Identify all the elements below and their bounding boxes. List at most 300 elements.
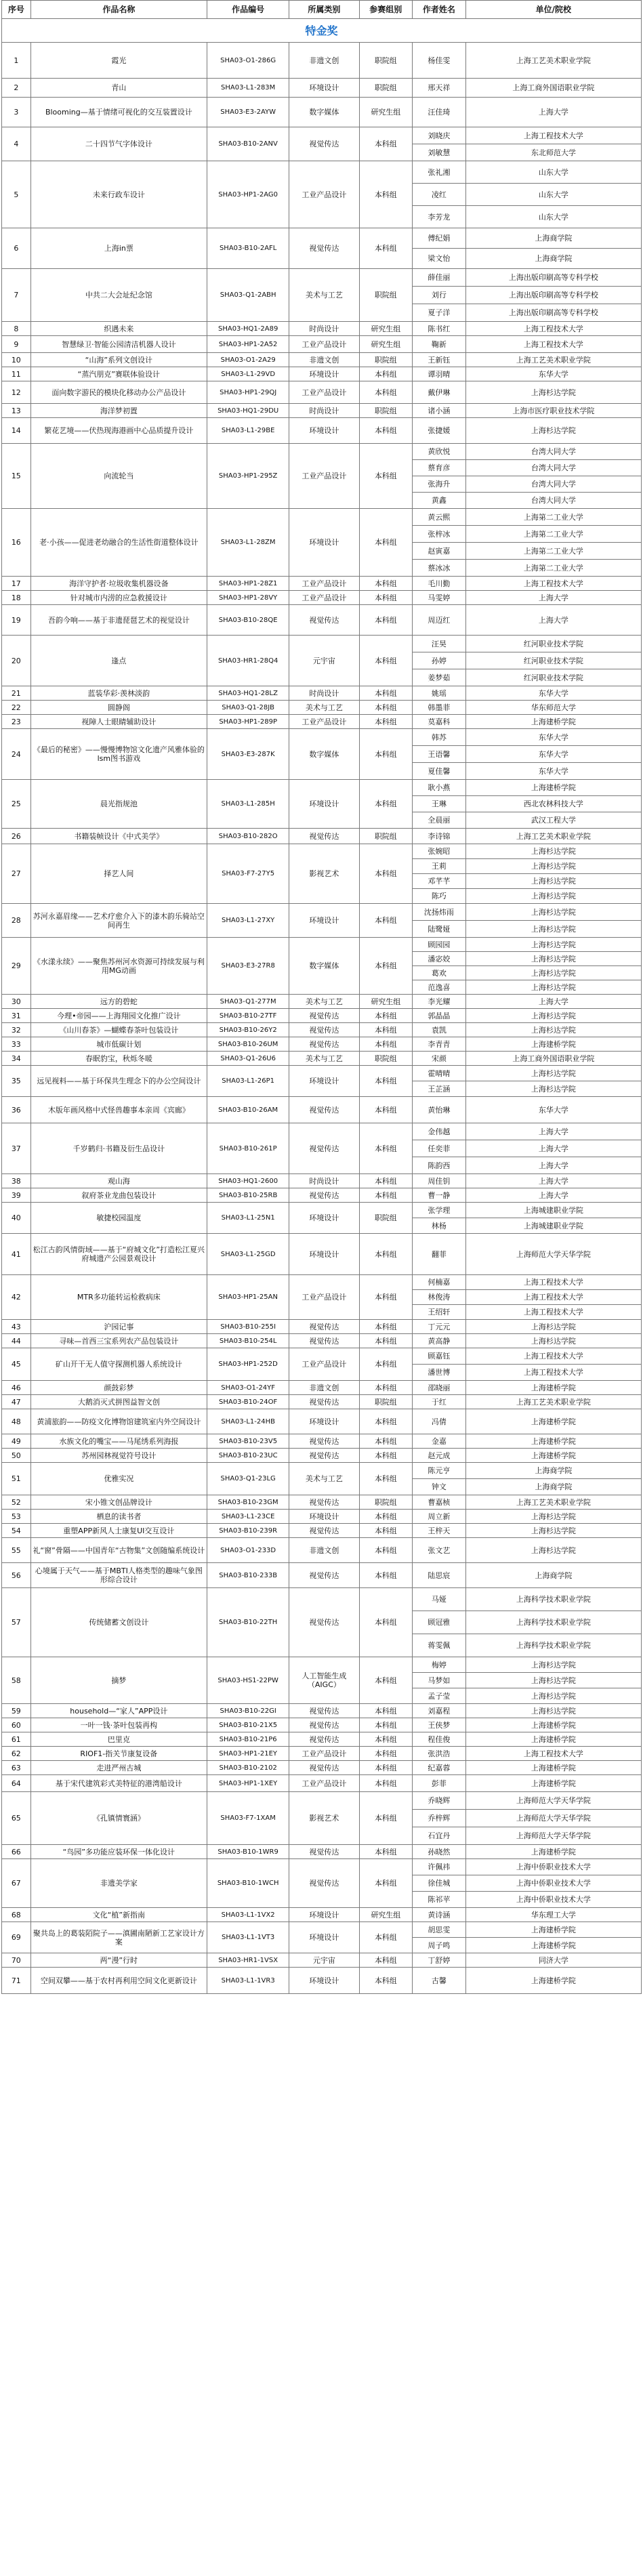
work-name-cell: 礼“窗”骨隔——中国青年“古物集”文创随编系统设计 [30, 1538, 207, 1563]
work-name-cell: 大鹅消灭式拼图益智文创 [30, 1395, 207, 1409]
author-cell: 范逸喜 [413, 980, 466, 995]
table-row [2, 367, 642, 381]
table-row [2, 1761, 642, 1775]
school-cell: 上海大学 [465, 1123, 641, 1140]
school-cell: 上海师范大学天华学院 [465, 1810, 641, 1827]
group-cell: 本科组 [359, 127, 413, 161]
work-name-cell: 叙府茶业龙曲包装设计 [30, 1188, 207, 1203]
table-row [2, 1097, 642, 1123]
work-name-cell: 城市低碳计划 [30, 1037, 207, 1052]
work-name-cell: “鸟园”多功能应装环保一体化设计 [30, 1845, 207, 1859]
school-cell: 上海杉达学院 [465, 844, 641, 859]
table-row [2, 1495, 642, 1510]
group-cell: 本科组 [359, 418, 413, 444]
author-cell: 纪嘉蓉 [413, 1761, 466, 1775]
work-code-cell: SHA03-L1-285H [207, 780, 289, 829]
work-code-cell: SHA03-L1-29BE [207, 418, 289, 444]
group-cell: 本科组 [359, 1434, 413, 1449]
author-cell: 黄高静 [413, 1334, 466, 1348]
work-code-cell: SHA03-B10-21P6 [207, 1732, 289, 1747]
group-cell: 本科组 [359, 844, 413, 904]
school-cell: 上海杉达学院 [465, 1524, 641, 1538]
school-cell: 上海工程技术大学 [465, 1275, 641, 1290]
category-cell: 视觉传达 [289, 1097, 359, 1123]
work-name-cell: 宋小锥文创品牌设计 [30, 1495, 207, 1510]
school-cell: 上海城建职业学院 [465, 1218, 641, 1234]
seq-cell: 28 [2, 904, 31, 938]
category-cell: 环境设计 [289, 509, 359, 577]
work-name-cell: 颜鼓彩梦 [30, 1381, 207, 1395]
category-cell: 非遗文创 [289, 1381, 359, 1395]
school-cell: 东华大学 [465, 729, 641, 746]
work-code-cell: SHA03-B10-2ANV [207, 127, 289, 161]
author-cell: 任奕菲 [413, 1140, 466, 1157]
author-cell: 梅婷 [413, 1657, 466, 1673]
school-cell: 上海第二工业大学 [465, 526, 641, 543]
work-name-cell: household—“家人”APP设计 [30, 1704, 207, 1718]
work-code-cell: SHA03-L1-24HB [207, 1409, 289, 1434]
school-cell: 上海师范大学天华学院 [465, 1792, 641, 1810]
category-cell: 视觉传达 [289, 1009, 359, 1023]
group-cell: 职院组 [359, 353, 413, 367]
school-cell: 上海建桥学院 [465, 1968, 641, 1994]
work-code-cell: SHA03-Q1-26U6 [207, 1052, 289, 1066]
school-cell: 上海科学技术职业学院 [465, 1634, 641, 1657]
school-cell: 上海科学技术职业学院 [465, 1588, 641, 1611]
school-cell: 上海大学 [465, 1157, 641, 1174]
author-cell: 张礼湘 [413, 161, 466, 184]
work-name-cell: 面向数字游民的模块化移动办公产品设计 [30, 381, 207, 404]
school-cell: 武汉工程大学 [465, 812, 641, 829]
author-cell: 邓芊芊 [413, 874, 466, 889]
school-cell: 上海中侨职业技术大学 [465, 1859, 641, 1875]
work-name-cell: 智慧绿卫·智能公园清洁机器人设计 [30, 336, 207, 353]
work-name-cell: 繁花艺境——伏热现海港画中心品质提升设计 [30, 418, 207, 444]
author-cell: 沈扬炜雨 [413, 904, 466, 921]
group-cell: 本科组 [359, 686, 413, 701]
work-code-cell: SHA03-O1-2A29 [207, 353, 289, 367]
seq-cell: 19 [2, 605, 31, 636]
table-row [2, 1275, 642, 1290]
table-row [2, 1348, 642, 1365]
school-cell: 上海杉达学院 [465, 889, 641, 904]
work-name-cell: Blooming—基于情绪可视化的交互装置设计 [30, 98, 207, 127]
table-row [2, 418, 642, 444]
work-name-cell: 寻味—首西三宝系列农产品包装设计 [30, 1334, 207, 1348]
work-name-cell: 水族文化的嘴宝——马尾绣系列海报 [30, 1434, 207, 1449]
work-code-cell: SHA03-B10-261P [207, 1123, 289, 1174]
author-cell: 彭菲 [413, 1775, 466, 1792]
school-cell: 上海商学院 [465, 249, 641, 269]
work-code-cell: SHA03-HP1-29QJ [207, 381, 289, 404]
work-name-cell: 走进严州古城 [30, 1761, 207, 1775]
seq-cell: 4 [2, 127, 31, 161]
author-cell: 杨佳雯 [413, 43, 466, 79]
work-name-cell: 沪园记事 [30, 1320, 207, 1334]
category-cell: 工业产品设计 [289, 444, 359, 509]
category-cell: 影视艺术 [289, 1792, 359, 1845]
author-cell: 林杨 [413, 1218, 466, 1234]
author-cell: 孙婷 [413, 652, 466, 669]
group-cell: 本科组 [359, 1463, 413, 1495]
award-table [1, 0, 642, 1994]
table-row [2, 1845, 642, 1859]
school-cell: 上海杉达学院 [465, 418, 641, 444]
author-cell: 金伟越 [413, 1123, 466, 1140]
author-cell: 张海升 [413, 476, 466, 493]
author-cell: 林俊涛 [413, 1290, 466, 1305]
seq-cell: 22 [2, 701, 31, 715]
work-name-cell: 黄浦旅韵——防疫文化博物馆建筑室内外空间设计 [30, 1409, 207, 1434]
work-code-cell: SHA03-HP1-25AN [207, 1275, 289, 1320]
school-cell: 上海工程技术大学 [465, 336, 641, 353]
work-code-cell: SHA03-L1-283M [207, 79, 289, 98]
school-cell: 上海工程技术大学 [465, 1305, 641, 1320]
school-cell: 上海杉达学院 [465, 874, 641, 889]
school-cell: 上海出版印刷高等专科学校 [465, 287, 641, 304]
seq-cell: 15 [2, 444, 31, 509]
work-name-cell: 非遗美学家 [30, 1859, 207, 1908]
author-cell: 黄鑫 [413, 493, 466, 509]
category-cell: 视觉传达 [289, 829, 359, 844]
work-name-cell: 圆静阁 [30, 701, 207, 715]
group-cell: 本科组 [359, 729, 413, 780]
school-cell: 东华大学 [465, 686, 641, 701]
table-row [2, 1538, 642, 1563]
seq-cell: 25 [2, 780, 31, 829]
author-cell: 王侠梦 [413, 1718, 466, 1732]
category-cell: 视觉传达 [289, 1588, 359, 1657]
category-cell: 工业产品设计 [289, 336, 359, 353]
table-row [2, 1052, 642, 1066]
author-cell: 全晨丽 [413, 812, 466, 829]
table-row [2, 1234, 642, 1275]
seq-cell: 39 [2, 1188, 31, 1203]
school-cell: 上海建桥学院 [465, 1381, 641, 1395]
table-row [2, 228, 642, 249]
category-cell: 美术与工艺 [289, 1463, 359, 1495]
work-name-cell: 聚共岛上的葛装陌院子——滇圃南陋新工艺家设计方案 [30, 1922, 207, 1953]
work-name-cell: 书籍装帧设计《中式美学》 [30, 829, 207, 844]
category-cell: 视觉传达 [289, 1495, 359, 1510]
school-cell: 上海杉达学院 [465, 966, 641, 980]
table-row [2, 829, 642, 844]
work-code-cell: SHA03-L1-29VD [207, 367, 289, 381]
school-cell: 上海杉达学院 [465, 1510, 641, 1524]
work-name-cell: 蓝装华彩·羡林淡韵 [30, 686, 207, 701]
school-cell: 上海建桥学院 [465, 1761, 641, 1775]
group-cell: 本科组 [359, 1123, 413, 1174]
work-name-cell: 重塑APP新风人士康复UI交互设计 [30, 1524, 207, 1538]
group-cell: 职院组 [359, 43, 413, 79]
group-cell: 本科组 [359, 381, 413, 404]
group-cell: 本科组 [359, 1859, 413, 1908]
work-code-cell: SHA03-B10-22TH [207, 1588, 289, 1657]
group-cell: 本科组 [359, 1348, 413, 1381]
category-cell: 视觉传达 [289, 1434, 359, 1449]
author-cell: 张学理 [413, 1203, 466, 1218]
school-cell: 上海杉达学院 [465, 952, 641, 966]
seq-cell: 38 [2, 1174, 31, 1188]
category-cell: 视觉传达 [289, 1845, 359, 1859]
group-cell: 本科组 [359, 1845, 413, 1859]
work-code-cell: SHA03-HP1-289P [207, 715, 289, 729]
category-cell: 元宇宙 [289, 636, 359, 686]
work-code-cell: SHA03-HQ1-2A89 [207, 322, 289, 336]
work-code-cell: SHA03-B10-23UC [207, 1449, 289, 1463]
seq-cell: 46 [2, 1381, 31, 1395]
seq-cell: 57 [2, 1588, 31, 1657]
school-cell: 上海杉达学院 [465, 859, 641, 874]
school-cell: 上海城建职业学院 [465, 1203, 641, 1218]
seq-cell: 1 [2, 43, 31, 79]
table-header [2, 1, 642, 19]
school-cell: 上海建桥学院 [465, 1037, 641, 1052]
seq-cell: 61 [2, 1732, 31, 1747]
author-cell: 张洪浩 [413, 1747, 466, 1761]
work-code-cell: SHA03-HS1-22PW [207, 1657, 289, 1704]
work-code-cell: SHA03-L1-25GD [207, 1234, 289, 1275]
table-row [2, 1123, 642, 1140]
author-cell: 王绍轩 [413, 1305, 466, 1320]
work-name-cell: 传统储蓄文创设计 [30, 1588, 207, 1657]
seq-cell: 41 [2, 1234, 31, 1275]
school-cell: 华东理工大学 [465, 1908, 641, 1922]
author-cell: 周立新 [413, 1510, 466, 1524]
school-cell: 上海市医疗职业技术学院 [465, 404, 641, 418]
author-cell: 于红 [413, 1395, 466, 1409]
work-code-cell: SHA03-HP1-2AG0 [207, 161, 289, 228]
table-row [2, 1704, 642, 1718]
section-row [2, 19, 642, 43]
work-code-cell: SHA03-L1-1VT3 [207, 1922, 289, 1953]
work-code-cell: SHA03-HR1-28Q4 [207, 636, 289, 686]
seq-cell: 30 [2, 995, 31, 1009]
author-cell: 李光耀 [413, 995, 466, 1009]
school-cell: 红河职业技术学院 [465, 669, 641, 686]
category-cell: 工业产品设计 [289, 1775, 359, 1792]
category-cell: 环境设计 [289, 1066, 359, 1097]
author-cell: 王芷涵 [413, 1081, 466, 1097]
work-code-cell: SHA03-HP1-295Z [207, 444, 289, 509]
group-cell: 本科组 [359, 1023, 413, 1037]
group-cell: 本科组 [359, 591, 413, 605]
author-cell: 胡思雯 [413, 1922, 466, 1938]
seq-cell: 54 [2, 1524, 31, 1538]
author-cell: 古馨 [413, 1968, 466, 1994]
author-cell: 张婉昭 [413, 844, 466, 859]
work-code-cell: SHA03-Q1-23LG [207, 1463, 289, 1495]
group-cell: 职院组 [359, 829, 413, 844]
work-name-cell: 未来行政车设计 [30, 161, 207, 228]
work-name-cell: RIOF1-指关节康复设备 [30, 1747, 207, 1761]
group-cell: 职院组 [359, 79, 413, 98]
seq-cell: 3 [2, 98, 31, 127]
school-cell: 东北师范大学 [465, 144, 641, 161]
group-cell: 本科组 [359, 1510, 413, 1524]
work-code-cell: SHA03-B10-282O [207, 829, 289, 844]
author-cell: 汪昊 [413, 636, 466, 652]
school-cell: 上海大学 [465, 1174, 641, 1188]
work-code-cell: SHA03-L1-27XY [207, 904, 289, 938]
seq-cell: 52 [2, 1495, 31, 1510]
school-cell: 上海工程技术大学 [465, 1747, 641, 1761]
group-cell: 本科组 [359, 1563, 413, 1588]
author-cell: 潘世博 [413, 1365, 466, 1381]
seq-cell: 7 [2, 269, 31, 322]
author-cell: 张捷媛 [413, 418, 466, 444]
school-cell: 台湾大同大学 [465, 460, 641, 476]
group-cell: 本科组 [359, 1009, 413, 1023]
group-cell: 本科组 [359, 1097, 413, 1123]
group-cell: 本科组 [359, 715, 413, 729]
table-row [2, 1203, 642, 1218]
author-cell: 顾冠雅 [413, 1611, 466, 1634]
school-cell: 上海杉达学院 [465, 1081, 641, 1097]
school-cell: 上海建桥学院 [465, 1409, 641, 1434]
work-code-cell: SHA03-B10-254L [207, 1334, 289, 1348]
school-cell: 上海工程技术大学 [465, 1290, 641, 1305]
seq-cell: 60 [2, 1718, 31, 1732]
group-cell: 本科组 [359, 1037, 413, 1052]
table-row [2, 1449, 642, 1463]
seq-cell: 71 [2, 1968, 31, 1994]
group-cell: 本科组 [359, 1953, 413, 1968]
category-cell: 环境设计 [289, 1203, 359, 1234]
group-cell: 本科组 [359, 1718, 413, 1732]
author-cell: 袁凯 [413, 1023, 466, 1037]
work-code-cell: SHA03-B10-21X5 [207, 1718, 289, 1732]
author-cell: 张梓冰 [413, 526, 466, 543]
work-name-cell: 中共二大会址纪念馆 [30, 269, 207, 322]
work-name-cell: 木版年画风格中式怪兽趣事本亲周《宾廊》 [30, 1097, 207, 1123]
author-cell: 程佳俊 [413, 1732, 466, 1747]
author-cell: 霍晴晴 [413, 1066, 466, 1081]
school-cell: 上海中侨职业技术大学 [465, 1892, 641, 1908]
work-code-cell: SHA03-B10-1WCH [207, 1859, 289, 1908]
work-name-cell: 《山川春茶》—蝴蝶春茶叶包装设计 [30, 1023, 207, 1037]
work-name-cell: “山海”系列文创设计 [30, 353, 207, 367]
school-cell: 台湾大同大学 [465, 493, 641, 509]
author-cell: 马雯婷 [413, 591, 466, 605]
author-cell: 蔡冰冰 [413, 560, 466, 577]
seq-cell: 56 [2, 1563, 31, 1588]
category-cell: 工业产品设计 [289, 1275, 359, 1320]
school-cell: 上海大学 [465, 1188, 641, 1203]
school-cell: 上海工艺美术职业学院 [465, 1495, 641, 1510]
author-cell: 凌红 [413, 184, 466, 206]
seq-cell: 50 [2, 1449, 31, 1463]
school-cell: 西北农林科技大学 [465, 796, 641, 812]
table-row [2, 701, 642, 715]
work-name-cell: 《最后的秘密》——慢慢博物馆文化遗产风雅体验的lsm图书游戏 [30, 729, 207, 780]
author-cell: 毛川勤 [413, 577, 466, 591]
school-cell: 山东大学 [465, 206, 641, 228]
work-name-cell: 《孔镇情寰涵》 [30, 1792, 207, 1845]
seq-cell: 17 [2, 577, 31, 591]
author-cell: 陈巧 [413, 889, 466, 904]
work-name-cell: 栖息的读书者 [30, 1510, 207, 1524]
category-cell: 视觉传达 [289, 1704, 359, 1718]
author-cell: 谭羽晴 [413, 367, 466, 381]
seq-cell: 32 [2, 1023, 31, 1037]
school-cell: 上海出版印刷高等专科学校 [465, 304, 641, 322]
category-cell: 工业产品设计 [289, 1747, 359, 1761]
table-row [2, 444, 642, 460]
category-cell: 环境设计 [289, 1510, 359, 1524]
seq-cell: 65 [2, 1792, 31, 1845]
work-code-cell: SHA03-O1-286G [207, 43, 289, 79]
work-code-cell: SHA03-HQ1-29DU [207, 404, 289, 418]
author-cell: 孟子莹 [413, 1688, 466, 1704]
seq-cell: 37 [2, 1123, 31, 1174]
work-name-cell: 春眠豹宝，秋烁冬暖 [30, 1052, 207, 1066]
category-cell: 工业产品设计 [289, 715, 359, 729]
school-cell: 上海杉达学院 [465, 1066, 641, 1081]
school-cell: 上海大学 [465, 98, 641, 127]
seq-cell: 59 [2, 1704, 31, 1718]
table-row [2, 1563, 642, 1588]
school-cell: 上海建桥学院 [465, 1922, 641, 1938]
table-row [2, 381, 642, 404]
category-cell: 视觉传达 [289, 1732, 359, 1747]
category-cell: 视觉传达 [289, 1395, 359, 1409]
work-name-cell: 苏河永嘉眉缘——艺术疗愈介入下的漆木韵乐骑站空间再生 [30, 904, 207, 938]
work-code-cell: SHA03-O1-24YF [207, 1381, 289, 1395]
author-cell: 丁元元 [413, 1320, 466, 1334]
work-code-cell: SHA03-Q1-277M [207, 995, 289, 1009]
category-cell: 视觉传达 [289, 228, 359, 269]
category-cell: 视觉传达 [289, 1761, 359, 1775]
school-cell: 上海建桥学院 [465, 1449, 641, 1463]
school-cell: 上海杉达学院 [465, 1023, 641, 1037]
group-cell: 职院组 [359, 404, 413, 418]
category-cell: 环境设计 [289, 1908, 359, 1922]
category-cell: 环境设计 [289, 1922, 359, 1953]
header-category: 所属类别 [289, 1, 359, 19]
category-cell: 工业产品设计 [289, 161, 359, 228]
category-cell: 非遗文创 [289, 1538, 359, 1563]
seq-cell: 67 [2, 1859, 31, 1908]
author-cell: 蒋雯佩 [413, 1634, 466, 1657]
school-cell: 上海第二工业大学 [465, 543, 641, 560]
author-cell: 汪佳琦 [413, 98, 466, 127]
school-cell: 上海第二工业大学 [465, 560, 641, 577]
category-cell: 非遗文创 [289, 43, 359, 79]
table-row [2, 127, 642, 144]
table-row [2, 1023, 642, 1037]
seq-cell: 40 [2, 1203, 31, 1234]
work-name-cell: 观山海 [30, 1174, 207, 1188]
seq-cell: 58 [2, 1657, 31, 1704]
group-cell: 本科组 [359, 1732, 413, 1747]
school-cell: 上海杉达学院 [465, 1320, 641, 1334]
school-cell: 上海杉达学院 [465, 904, 641, 921]
table-row [2, 1792, 642, 1810]
table-row [2, 780, 642, 796]
work-code-cell: SHA03-B10-28QE [207, 605, 289, 636]
seq-cell: 43 [2, 1320, 31, 1334]
group-cell: 研究生组 [359, 98, 413, 127]
work-name-cell: 青山 [30, 79, 207, 98]
school-cell: 红河职业技术学院 [465, 636, 641, 652]
table-row [2, 844, 642, 859]
header-group: 参赛组别 [359, 1, 413, 19]
author-cell: 黄诗涵 [413, 1908, 466, 1922]
group-cell: 本科组 [359, 1174, 413, 1188]
author-cell: 黄云熙 [413, 509, 466, 526]
author-cell: 夏佳馨 [413, 763, 466, 780]
